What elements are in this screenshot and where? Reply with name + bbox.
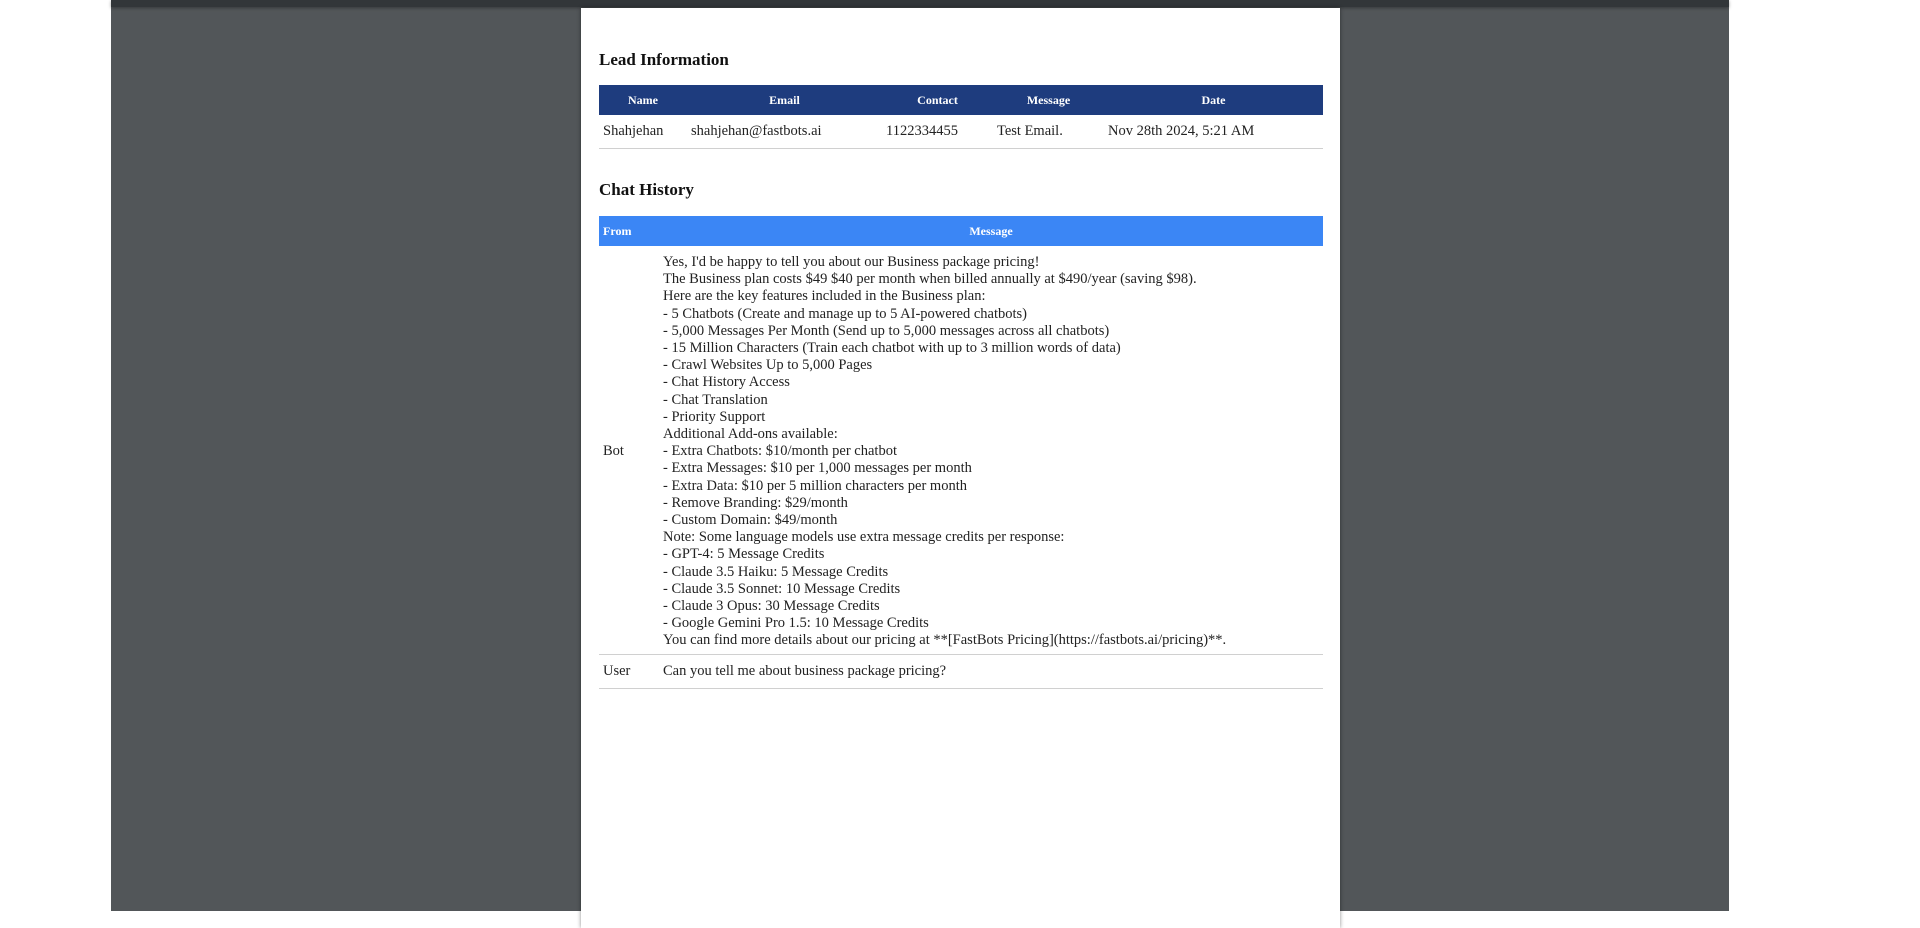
chat-history-table: [599, 216, 1323, 689]
message-line: - Remove Branding: $29/month: [663, 494, 848, 511]
message-line: - Google Gemini Pro 1.5: 10 Message Credits: [663, 615, 929, 632]
lead-table-header: [599, 85, 1323, 115]
pdf-viewer: [111, 0, 1729, 911]
column-header-date: Date: [1104, 85, 1323, 115]
lead-date: Nov 28th 2024, 5:21 AM: [1104, 115, 1323, 149]
lead-email: shahjehan@fastbots.ai: [687, 115, 882, 149]
chat-sender: User: [599, 654, 659, 688]
document-page: [581, 8, 1340, 928]
message-line: Here are the key features included in the Business plan:: [663, 288, 986, 305]
lead-information-heading: Lead Information: [599, 50, 729, 69]
chat-history-heading: Chat History: [599, 180, 694, 199]
message-line: Yes, I'd be happy to tell you about our Business package pricing!: [663, 254, 1040, 270]
chat-message: [659, 246, 1323, 654]
table-row: [599, 115, 1323, 149]
lead-contact: 1122334455: [882, 115, 993, 149]
message-line: Can you tell me about business package pricing?: [663, 662, 947, 679]
message-line: - GPT-4: 5 Message Credits: [663, 546, 825, 563]
chat-table-header: [599, 216, 1323, 246]
chat-message: [659, 654, 1323, 688]
message-line: - Extra Chatbots: $10/month per chatbot: [663, 443, 897, 460]
message-line: The Business plan costs $49 $40 per month when billed annually at $490/year (saving $98).: [663, 271, 1197, 288]
message-line: - Claude 3 Opus: 30 Message Credits: [663, 598, 880, 615]
message-line: - Extra Data: $10 per 5 million characters per month: [663, 477, 967, 494]
viewer-toolbar: [111, 0, 1729, 7]
message-line: - Extra Messages: $10 per 1,000 messages per month: [663, 460, 972, 477]
column-header-name: Name: [599, 85, 687, 115]
message-line: Note: Some language models use extra message credits per response:: [663, 529, 1065, 546]
message-line: - Chat Translation: [663, 391, 768, 408]
column-header-email: Email: [687, 85, 882, 115]
message-line: - Crawl Websites Up to 5,000 Pages: [663, 357, 873, 374]
message-line: - Claude 3.5 Sonnet: 10 Message Credits: [663, 580, 901, 597]
message-line: - Claude 3.5 Haiku: 5 Message Credits: [663, 563, 889, 580]
chat-sender: Bot: [599, 246, 659, 654]
lead-message: Test Email.: [993, 115, 1104, 149]
lead-name: Shahjehan: [599, 115, 687, 149]
lead-table: [599, 85, 1323, 149]
message-line: - 15 Million Characters (Train each chatbot with up to 3 million words of data): [663, 340, 1121, 357]
message-line: - 5,000 Messages Per Month (Send up to 5,000 messages across all chatbots): [663, 322, 1110, 339]
message-line: - 5 Chatbots (Create and manage up to 5 AI-powered chatbots): [663, 305, 1028, 322]
chat-row-user: [599, 654, 1323, 688]
column-header-from: From: [599, 216, 659, 246]
message-line: - Priority Support: [663, 408, 766, 425]
chat-row-bot: [599, 246, 1323, 654]
message-line: Additional Add-ons available:: [663, 426, 838, 443]
message-line: - Custom Domain: $49/month: [663, 512, 838, 529]
column-header-message: Message: [659, 216, 1323, 246]
column-header-message: Message: [993, 85, 1104, 115]
message-line: You can find more details about our pricing at **[FastBots Pricing](https://fastbots.ai/pricing)**.: [663, 632, 1227, 649]
column-header-contact: Contact: [882, 85, 993, 115]
message-line: - Chat History Access: [663, 374, 790, 391]
